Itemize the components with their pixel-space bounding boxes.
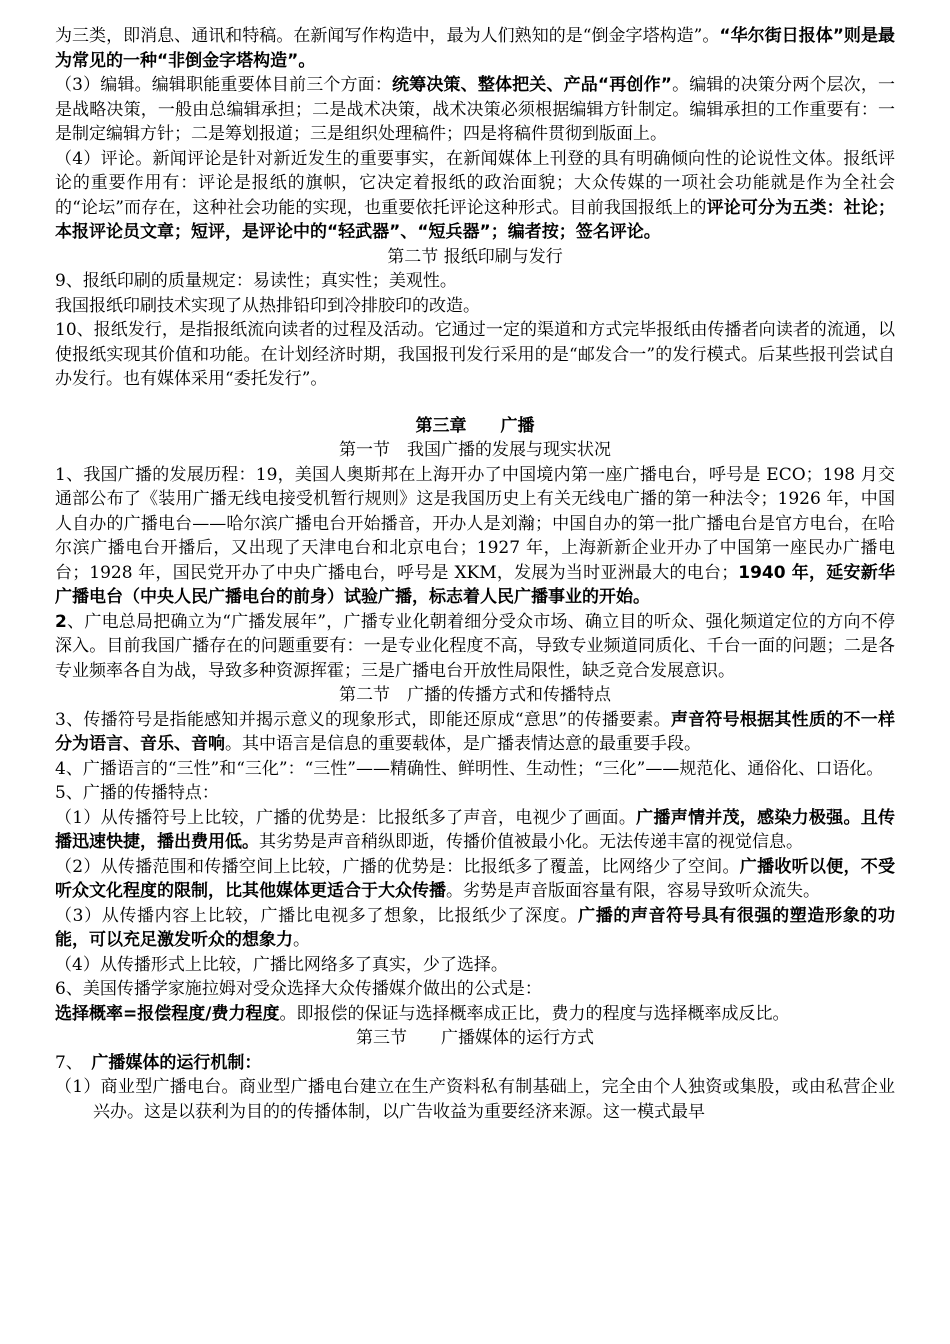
paragraph-radio-issues: [55, 610, 895, 684]
bold-text: 声音符号根据其性质的不一样分为语言、音乐、音响: [55, 709, 895, 754]
paragraph-distribution: 10、报纸发行，是指报纸流向读者的过程及活动。它通过一定的渠道和方式完毕报纸由传播者向读者的流通，以使报纸实现其价值和功能。在计划经济时期，我国报刊发行采用的是“邮发合一”的发行模式。后某些报刊尝试自办发行。也有媒体采用“委托发行”。: [55, 320, 895, 389]
paragraph-commercial-radio: （1）商业型广播电台。商业型广播电台建立在生产资料私有制基础上，完全由个人独资或集股，或由私营企业兴办。这是以获利为目的的传播体制，以广告收益为重要经济来源。这一模式最早: [55, 1077, 895, 1122]
text-span: （3）编辑。编辑职能重要体目前三个方面：: [55, 75, 393, 95]
bold-formula: 选择概率=报偿程度/费力程度: [55, 1003, 280, 1024]
bold-text: 2: [55, 611, 67, 632]
paragraph-feature-1: [55, 806, 895, 855]
paragraph-news-structure: [55, 24, 895, 73]
text-span: 为三类，即消息、通讯和特稿。在新闻写作构造中，最为人们熟知的是“倒金字塔构造”。: [55, 26, 720, 46]
text-span: 。劣势是声音版面容量有限，容易导致听众流失。: [446, 881, 820, 901]
bold-text: 评论可分为五类：社论；本报评论员文章；短评，是评论中的“轻武器”、“短兵器”；编者按；签名评论。: [55, 197, 895, 242]
bold-text: 广播收听以便，不受听众文化程度的限制，比其他媒体更适合于大众传播: [55, 856, 895, 901]
paragraph-symbols: [55, 708, 895, 757]
text-span: 。其中语言是信息的重要载体，是广播表情达意的最重要手段。: [225, 734, 701, 754]
text-span: 。: [293, 930, 310, 950]
text-span: （1）从传播符号上比较，广播的优势是：比报纸多了声音，电视少了画面。: [55, 807, 637, 828]
section-heading: 第二节 报纸印刷与发行: [387, 246, 563, 267]
spacer: [55, 392, 895, 414]
text-span: 7、: [55, 1052, 92, 1073]
paragraph-formula: [55, 1002, 895, 1027]
bold-text: 统筹决策、整体把关、产品“再创作”: [392, 75, 672, 95]
paragraph-language: 4、广播语言的“三性”和“三化”：“三性”——精确性、鲜明性、生动性；“三化”——规范化、通俗化、口语化。: [55, 758, 884, 779]
text-span: （2）从传播范围和传播空间上比较，广播的优势是：比报纸多了覆盖，比网络少了空间。: [55, 856, 740, 877]
paragraph-schramm: 6、美国传播学家施拉姆对受众选择大众传播媒介做出的公式是：: [55, 979, 542, 999]
paragraph-radio-history: [55, 463, 895, 610]
bold-text: 1940 年，延安新华广播电台（中央人民广播电台的前身）试验广播，标志着人民广播事业的开始。: [55, 562, 896, 607]
text-span: 3、传播符号是指能感知并揭示意义的现象形式，即能还原成“意思”的传播要素。: [55, 709, 671, 730]
paragraph-commentary: [55, 147, 895, 245]
paragraph-features-intro: 5、广播的传播特点：: [55, 783, 219, 803]
paragraph-feature-2: [55, 855, 895, 904]
text-span: 、广电总局把确立为“广播发展年”，广播专业化朝着细分受众市场、确立目的听众、强化频道定位的方向不停深入。目前我国广播存在的问题重要有：一是专业化程度不高，导致专业频道同质化、千台一面的问题；二是各专业频率各自为战，导致多种资源挥霍；三是广播电台开放性局限性，缺乏竞合发展意识。: [55, 611, 895, 681]
paragraph-editing: [55, 73, 895, 147]
chapter-title: 第三章 广播: [415, 415, 535, 436]
text-span: （4）评论。新闻评论是针对新近发生的重要事实，在新闻媒体上刊登的具有明确倾向性的论说性文体。报纸评论的重要作用有：评论是报纸的旗帜，它决定着报纸的政治面貌；大众传媒的一项社会功能就是作为全社会的“论坛”而存在，这种社会功能的实现，也重要依托评论这种形式。目前我国报纸上的: [55, 148, 895, 218]
paragraph-mechanism: [55, 1051, 895, 1076]
paragraph-printing-tech: 我国报纸印刷技术实现了从热排铅印到冷排胶印的改造。: [55, 295, 480, 316]
text-span: 其劣势是声音稍纵即逝，传播价值被最小化。无法传递丰富的视觉信息。: [259, 832, 803, 852]
section-heading: 第一节 我国广播的发展与现实状况: [339, 440, 611, 460]
text-span: （3）从传播内容上比较，广播比电视多了想象，比报纸少了深度。: [55, 905, 579, 926]
text-span: 。即报偿的保证与选择概率成正比，费力的程度与选择概率成反比。: [279, 1003, 790, 1024]
section-heading: 第二节 广播的传播方式和传播特点: [339, 685, 611, 705]
paragraph-feature-4: （4）从传播形式上比较，广播比网络多了真实，少了选择。: [55, 954, 508, 975]
text-span: 。编辑的决策分两个层次，一是战略决策，一般由总编辑承担；二是战术决策，战术决策必须根据编辑方针制定。编辑承担的工作重要有：一是制定编辑方针；二是筹划报道；三是组织处理稿件；四是将稿件贯彻到版面上。: [55, 75, 895, 144]
bold-text: 广播的声音符号具有很强的塑造形象的功能，可以充足激发听众的想象力: [55, 905, 895, 950]
bold-text: 广播媒体的运行机制：: [91, 1052, 262, 1073]
paragraph-feature-3: [55, 904, 895, 953]
text-span: 1、我国广播的发展历程：19，美国人奥斯邦在上海开办了中国境内第一座广播电台，呼号是 ECO；198 月交通部公布了《装用广播无线电接受机暂行规则》这是我国历史上有关无线电广播的第一种法令；1926 年，中国人自办的广播电台——哈尔滨广播电台开始播音，开办人是刘瀚；中国自办的第一批广播电台是官方电台，在哈尔滨广播电台开播后，又出现了天津电台和北京电台；1927 年，上海新新企业开办了中国第一座民办广播电台；1928 年，国民党开办了中央广播电台，呼号是 XKM，发展为当时亚洲最大的电台；: [55, 464, 895, 583]
paragraph-printing-quality: 9、报纸印刷的质量规定：易读性；真实性；美观性。: [55, 271, 457, 291]
bold-text: 广播声情并茂，感染力极强。且传播迅速快捷，播出费用低。: [55, 807, 895, 852]
bold-text: “华尔街日报体”则是最为常见的一种“非倒金字塔构造”。: [55, 26, 895, 71]
section-heading: 第三节 广播媒体的运行方式: [356, 1028, 594, 1048]
